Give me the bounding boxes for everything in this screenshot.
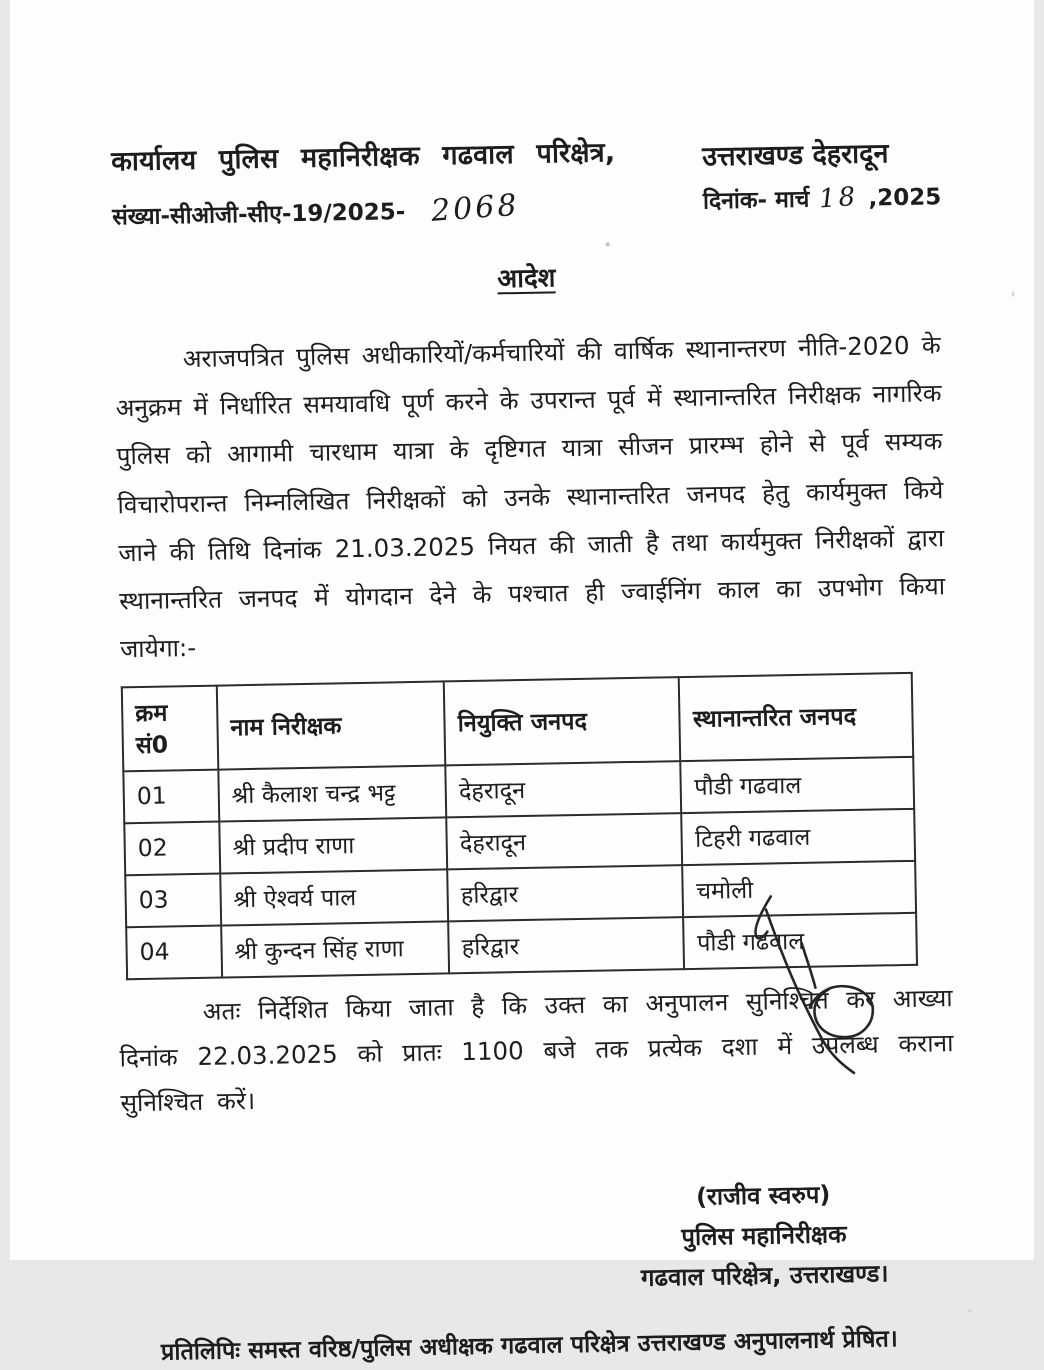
table-header-cell: नाम निरीक्षक: [217, 681, 446, 769]
table-cell: 03: [125, 873, 221, 927]
table-header-cell: नियुक्ति जनपद: [444, 677, 681, 765]
signatory-region: गढवाल परिक्षेत्र, उत्तराखण्ड।: [640, 1259, 889, 1293]
table-cell: टिहरी गढवाल: [682, 808, 915, 864]
scan-speckle: [968, 1310, 971, 1313]
date-label: दिनांक- मार्च: [702, 186, 810, 215]
table-cell: हरिद्वार: [448, 917, 684, 973]
reference-number-line: [112, 187, 678, 232]
table-cell: 04: [126, 925, 222, 979]
table-cell: पौडी गढवाल: [681, 756, 914, 812]
reference-label: संख्या-सीओजी-सीए-19/2025-: [111, 198, 406, 231]
table-cell: 02: [124, 821, 220, 875]
office-name: कार्यालय पुलिस महानिरीक्षक गढवाल परिक्षेत्र,: [110, 137, 616, 178]
table-cell: श्री ऐश्वर्य पाल: [220, 869, 448, 925]
table-body: [123, 756, 917, 978]
table-cell: श्री कुन्दन सिंह राणा: [221, 921, 449, 977]
order-body-paragraph: अराजपत्रित पुलिस अधीकारियों/कर्मचारियों की वार्षिक स्थानान्तरण नीति-2020 के अनुक्रम में निर्धारित समयावधि पूर्ण करने के उपरान्त पूर्व में स्थानान्तरित निरीक्षक नागरिक पुलिस को आगामी चारधाम यात्रा के दृष्टिगत यात्रा सीजन प्रारम्भ होने से पूर्व सम्यक विचारोपरान्त निम्नलिखित निरीक्षकों को उनके स्थानान्तरित जनपद हेतु कार्यमुक्त किये जाने की तिथि दिनांक 21.03.2025 नियत की जाती है तथा कार्यमुक्त निरीक्षकों द्वारा स्थानान्तरित जनपद में योगदान देने के पश्चात ही ज्वाईनिंग काल का उपभोग किया जायेगा:-: [115, 330, 946, 664]
table-header-cell: स्थानान्तरित जनपद: [679, 672, 913, 760]
order-title: आदेश: [497, 263, 556, 295]
office-state: उत्तराखण्ड देहरादून: [701, 138, 889, 173]
table-cell: देहरादून: [445, 761, 681, 817]
table-cell: देहरादून: [446, 813, 682, 869]
document-header: [110, 130, 942, 232]
date-line: [702, 179, 942, 215]
signature-block: [598, 1173, 930, 1299]
copy-distribution-line: प्रतिलिपिः समस्त वरिष्ठ/पुलिस अधीक्षक गढवाल परिक्षेत्र उत्तराखण्ड अनुपालनार्थ प्रेषित।: [160, 1324, 898, 1367]
table-cell: 01: [123, 769, 219, 823]
table-cell: श्री प्रदीप राणा: [219, 817, 447, 873]
inspector-transfer-table: [121, 671, 918, 979]
header-left: [111, 135, 677, 232]
signatory-designation: पुलिस महानिरीक्षक: [681, 1220, 847, 1252]
header-right: [701, 130, 942, 215]
handwritten-date-day: 18: [818, 181, 860, 215]
table-cell: हरिद्वार: [447, 865, 683, 921]
table-cell: चमोली: [683, 860, 916, 916]
handwritten-ref-number: 2068: [430, 187, 521, 229]
closing-paragraph: अतः निर्देशित किया जाता है कि उक्त का अनुपालन सुनिश्चित कर आख्या दिनांक 22.03.2025 को प्रातः 1100 बजे तक प्रत्येक दशा में उपलब्ध कराना सुनिश्चित करें।: [119, 982, 954, 1118]
signatory-name: (राजीव स्वरुप): [695, 1180, 831, 1212]
table-header-cell: क्रम सं0: [122, 685, 218, 771]
scan-speckle: [1012, 291, 1015, 297]
date-year: ,2025: [868, 184, 942, 212]
table-cell: पौडी गढवाल: [684, 912, 917, 968]
table-cell: श्री कैलाश चन्द्र भट्ट: [218, 765, 446, 821]
table-header-row: [122, 672, 913, 770]
scan-speckle: [606, 242, 610, 246]
scanned-document-page: [10, 0, 1034, 1367]
